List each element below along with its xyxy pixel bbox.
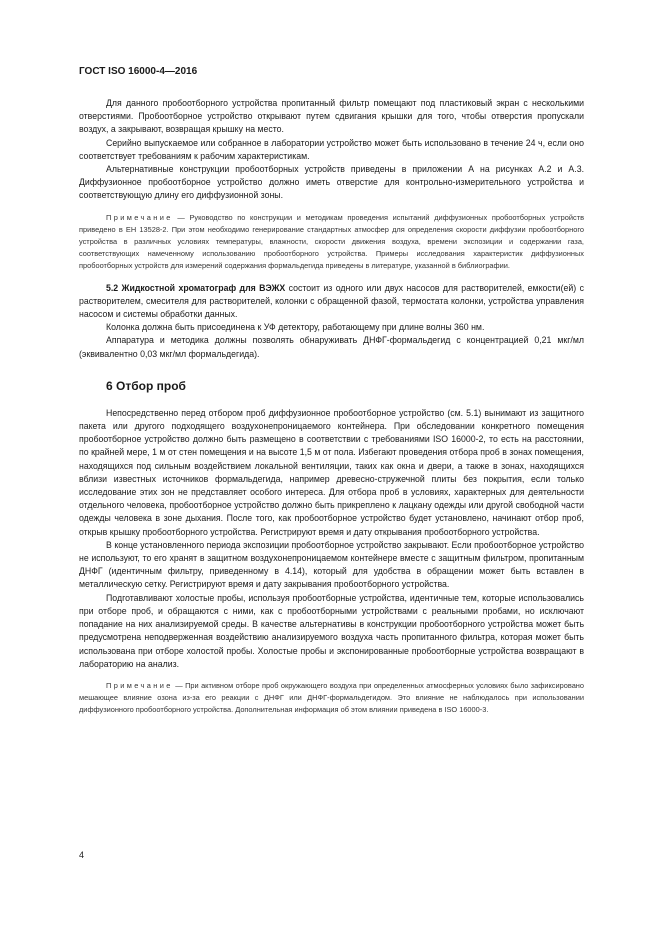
note: [79, 212, 584, 272]
section-5-2: [79, 282, 584, 322]
paragraph: Непосредственно перед отбором проб диффузионное пробоотборное устройство (см. 5.1) вынимают из защитного пакета или другого подходящего воздухонепроницаемого контейнера. При обследовании конкретного помещения пробоотборное устройство должно быть размещено в соответствии с требованиями ISO 16000-2, то есть на расстоянии, по крайней мере, 1 м от стен помещения и на высоте 1,5 м от пола. Избегают проведения отбора проб в зонах помещения, находящихся под сильным воздействием локальной вентиляции, таких как окна и двери, а также в зонах, находящихся вблизи известных источников формальдегида, например древесно-стружечной плиты без покрытия, если только исследование этих зон не представляет особого интереса. Для отбора проб в условиях, характерных для деятельности отдельного человека, пробоотборное устройство должно быть прикреплено к лацкану одежды или другой свободной части одежды человека в зоне дыхания. После того, как пробоотборное устройство будет установлено, начинают отбор проб, открыв крышку пробоотборного устройства. Регистрируют время и дату открывания пробоотборного устройства.: [79, 407, 584, 537]
paragraph: В конце установленного периода экспозиции пробоотборное устройство закрывают. Если пробоотборное устройство не используют, то его хранят в защитном воздухонепроницаемом контейнере вместе с защитным фильтром, пропитанным ДНФГ (идентичным фильтру, приведенному в 4.14), который для удобства в обращении может быть вставлен в металлическую сетку. Регистрируют время и дату закрывания пробоотборного устройства.: [79, 539, 584, 590]
section-6-title: 6 Отбор проб: [106, 378, 186, 393]
paragraph: Альтернативные конструкции пробоотборных устройств приведены в приложении А на рисунках А.2 и А.3. Диффузионное пробоотборное устройство должно иметь отверстие для контрольно-измерительного устройства и соответствующую длину его диффузионной зоны.: [79, 164, 584, 201]
section-5-2-heading: 5.2 Жидкостной хроматограф для ВЭЖХ: [106, 282, 286, 293]
paragraph: Подготавливают холостые пробы, используя пробоотборные устройства, идентичные тем, которые использовались при отборе проб, и обращаются с ними, как с пробоотборными устройствами с реальными пробами, но исключают попадание на них анализируемой среды. В качестве альтернативы в конструкции пробоотборного устройства может быть предусмотрена неподверженная воздействию анализируемого воздуха часть пропитанного фильтра, которая может быть использована при отборе холостой пробы. Холостые пробы и экспонированные пробоотборные устройства возвращают в лабораторию на анализ.: [79, 592, 584, 669]
paragraph: Аппаратура и методика должны позволять обнаруживать ДНФГ-формальдегид с концентрацией 0,21 мкг/мл (эквивалентно 0,03 мкг/мл формальдегида).: [79, 335, 584, 359]
document-page: [79, 66, 584, 726]
paragraph: Серийно выпускаемое или собранное в лаборатории устройство может быть использовано в течение 24 ч, если оно соответствует требованиям к рабочим характеристикам.: [79, 137, 584, 161]
note: [79, 680, 584, 716]
page-number: 4: [79, 850, 85, 860]
paragraph: Для данного пробоотборного устройства пропитанный фильтр помещают под пластиковый экран с несколькими отверстиями. Пробоотборное устройство открывают путем сдвигания крышки для того, чтобы отверстия пропускали воздух, а закрывают, возвращая крышку на место.: [79, 98, 584, 135]
note-text: — При активном отборе проб окружающего воздуха при определенных атмосферных условиях было зафиксировано мешающее влияние озона из-за его реакции с ДНФГ или ДНФГ-формальдегидом. Это влияние не наблюдалось при использовании диффузионного пробоотборного устройства. Дополнительная информация об этом влиянии приведена в ISO 16000-3.: [79, 680, 584, 714]
document-header: ГОСТ ISO 16000-4—2016: [79, 66, 198, 77]
paragraph: Колонка должна быть присоединена к УФ детектору, работающему при длине волны 360 нм.: [106, 322, 485, 333]
note-label: Примечание: [106, 680, 173, 690]
note-text: — Руководство по конструкции и методикам проведения испытаний диффузионных пробоотборных устройств приведено в ЕН 13528-2. При этом необходимо генерирование стандартных атмосфер для определения скорости диффузии пробоотборного устройства в различных условиях температуры, влажности, скорости движения воздуха, времени экспозиции и содержании газа, соответствующих намеченному использованию пробоотборного устройства. Примеры исследования характеристик диффузионных пробоотборных устройств для измерений содержания формальдегида приведены в литературе, указанной в библиографии.: [79, 212, 584, 270]
section-5-2-text: состоит из одного или двух насосов для растворителей, емкости(ей) с растворителем, смесителя для растворителей, колонки с обращенной фазой, термостата колонки, устройства управления насосом и системы обработки данных.: [79, 282, 584, 320]
note-label: Примечание: [106, 212, 173, 222]
